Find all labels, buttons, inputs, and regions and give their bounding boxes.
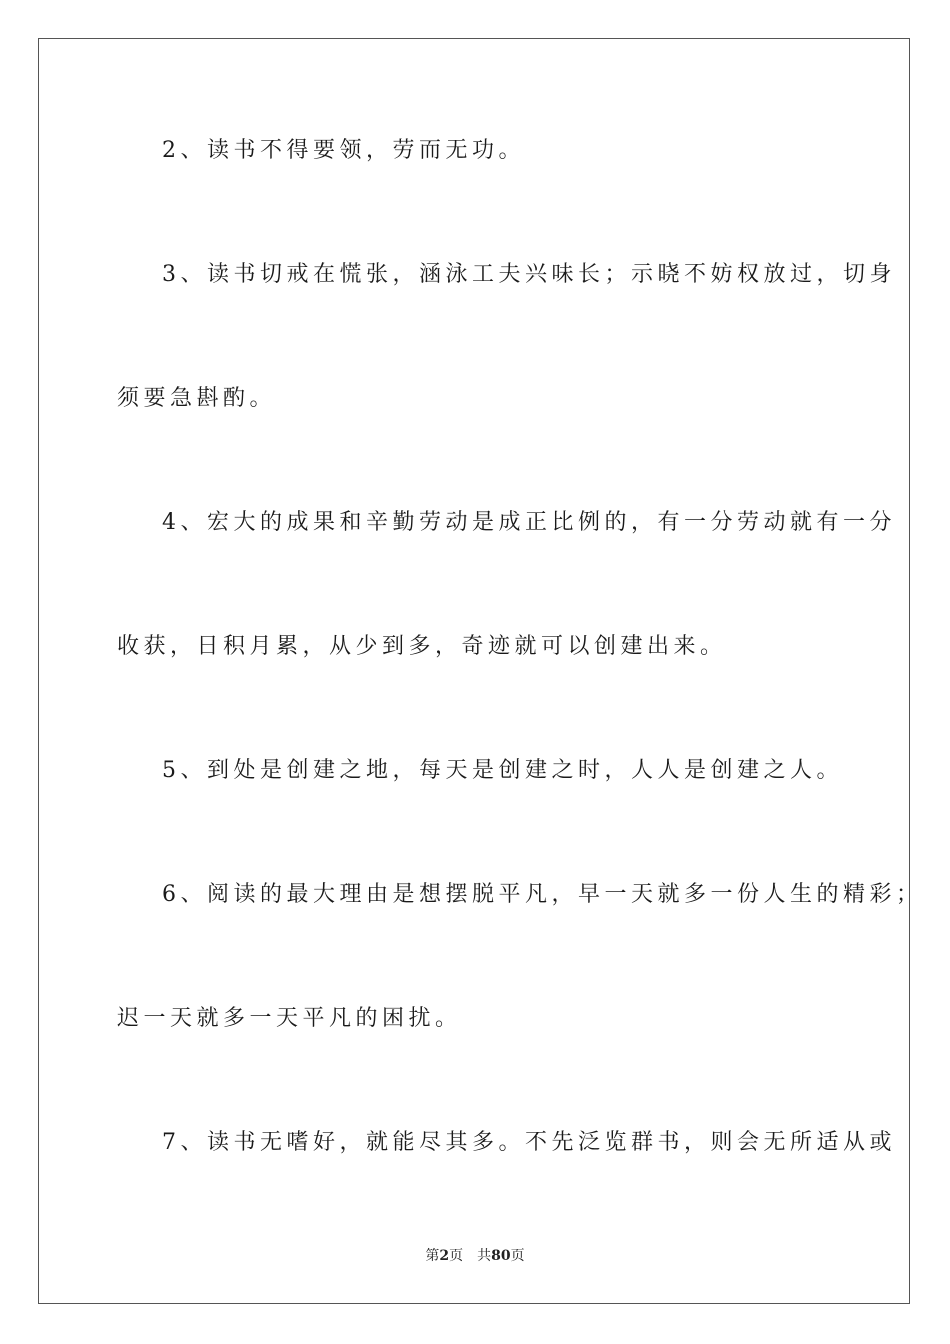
page-footer bbox=[0, 1246, 950, 1266]
paragraph-line: 6、阅读的最大理由是想摆脱平凡，早一天就多一份人生的精彩； bbox=[162, 882, 923, 907]
paragraph-line: 4、宏大的成果和辛勤劳动是成正比例的，有一分劳动就有一分 bbox=[162, 510, 896, 535]
paragraph-line: 5、到处是创建之地，每天是创建之时，人人是创建之人。 bbox=[162, 758, 843, 783]
page-suffix: 页 bbox=[449, 1248, 464, 1264]
page-frame bbox=[38, 38, 923, 1304]
total-pages: 80 bbox=[491, 1248, 511, 1264]
paragraph-line: 迟一天就多一天平凡的困扰。 bbox=[117, 1006, 462, 1031]
page-prefix: 第 bbox=[425, 1248, 440, 1264]
paragraph-line: 7、读书无嗜好，就能尽其多。不先泛览群书，则会无所适从或 bbox=[162, 1130, 896, 1155]
paragraph-line: 收获，日积月累，从少到多，奇迹就可以创建出来。 bbox=[117, 634, 727, 659]
total-prefix: 共 bbox=[477, 1248, 492, 1264]
paragraph-line: 2、读书不得要领，劳而无功。 bbox=[162, 138, 525, 163]
total-suffix: 页 bbox=[510, 1248, 525, 1264]
paragraph-line: 须要急斟酌。 bbox=[117, 386, 277, 411]
paragraph-line: 3、读书切戒在慌张，涵泳工夫兴味长；示晓不妨权放过，切身 bbox=[162, 262, 896, 287]
page-number: 2 bbox=[439, 1248, 450, 1264]
